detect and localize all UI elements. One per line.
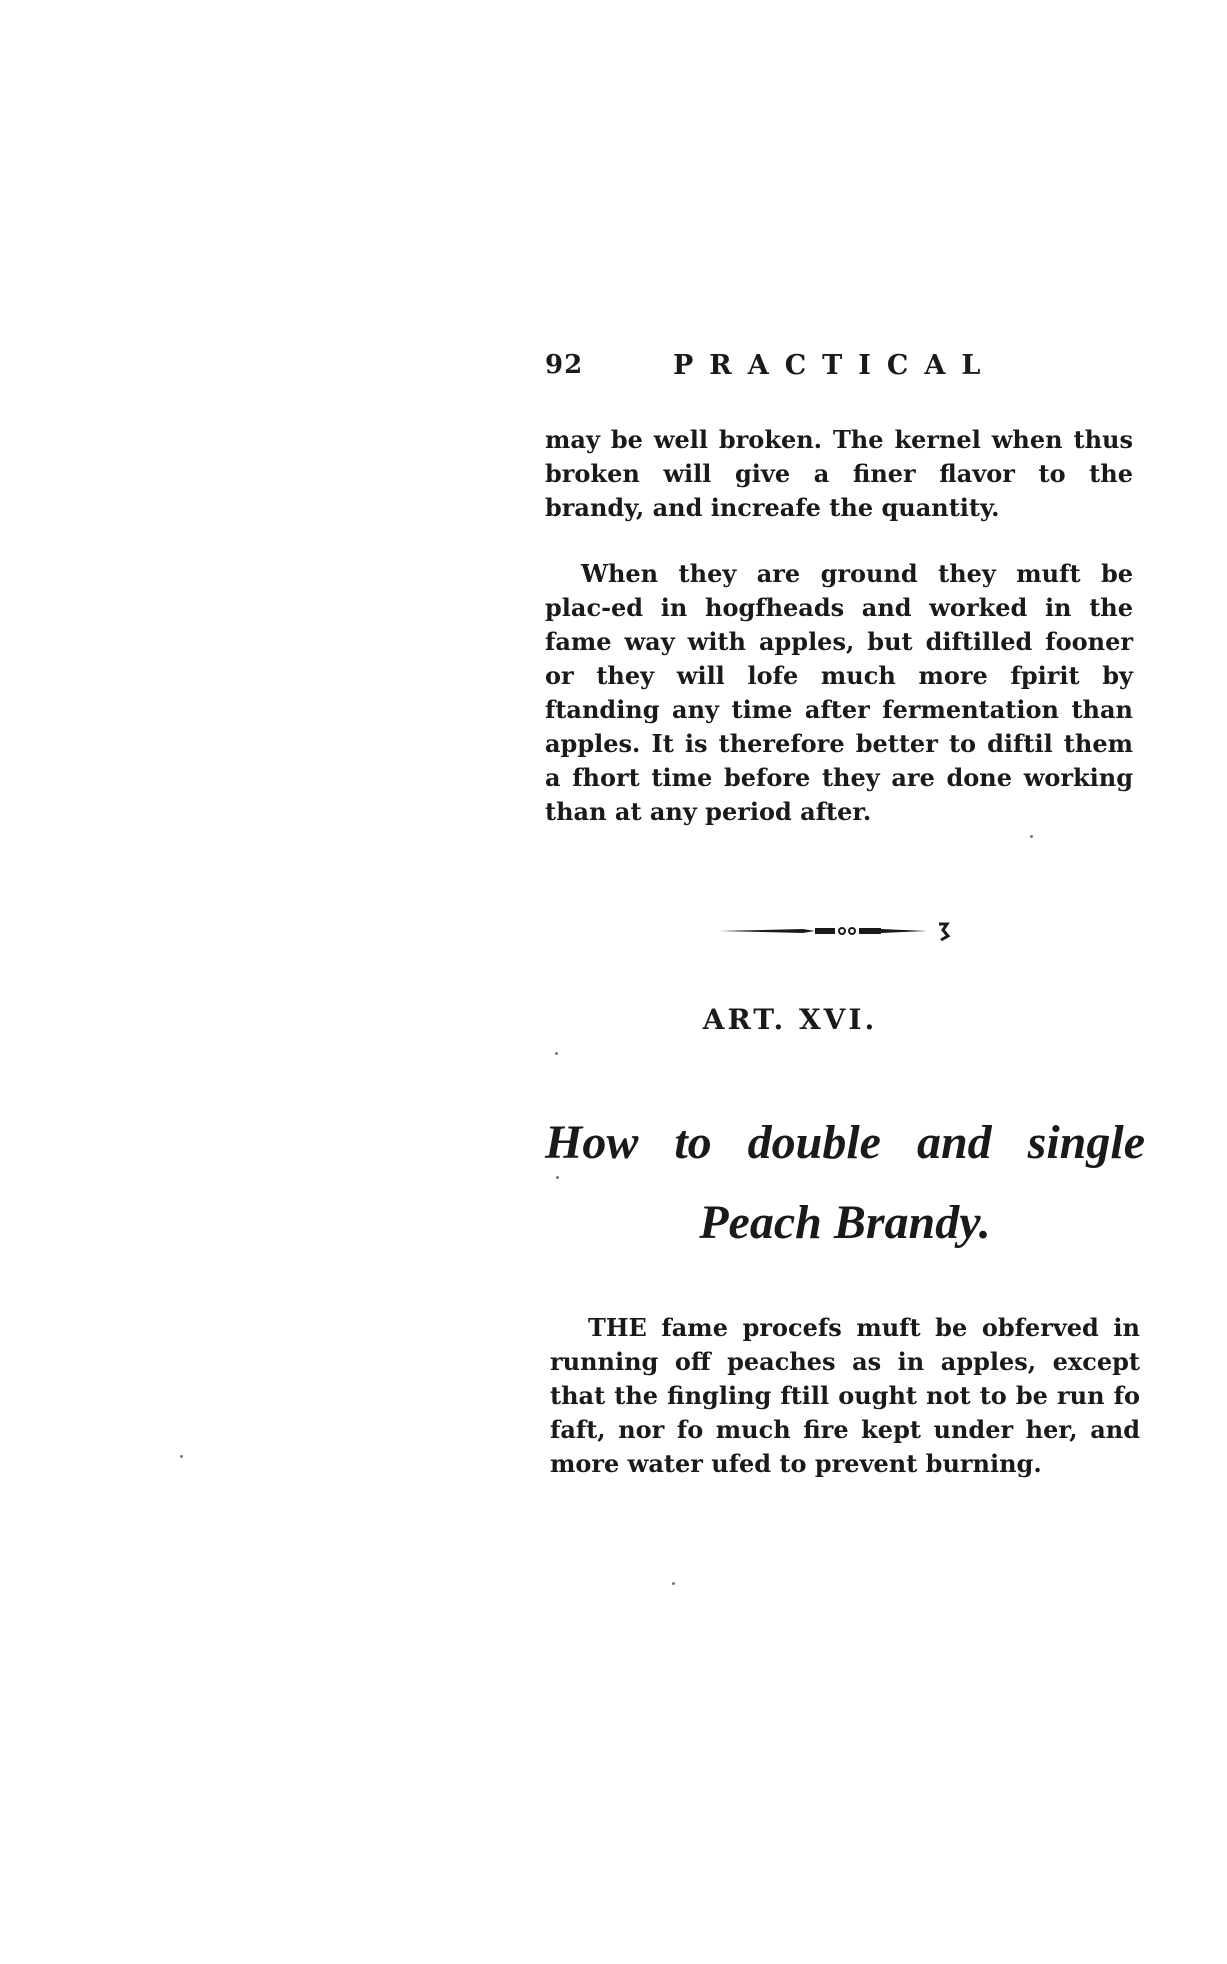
- paragraph-grinding: When they are ground they muft be plac-ed in hogfheads and worked in the fame way with apples, but diftilled fooner or they will lofe much more fpirit by ftanding any time after fermentation than apples. It is therefore better to diftil them a fhort time before they are done working than at any period after.: [545, 559, 1133, 826]
- running-title: PRACTICAL: [673, 350, 997, 381]
- article-title-line-2: Peach Brandy.: [699, 1196, 991, 1249]
- paragraph-continuation: may be well broken. The kernel when thus broken will give a finer flavor to the brandy, and increafe the quantity.: [545, 425, 1133, 522]
- ornament-divider-icon: [715, 916, 955, 946]
- article-title: [545, 1103, 1145, 1263]
- running-head: [545, 350, 1015, 390]
- paragraph-process: THE fame procefs muft be obferved in running off peaches as in apples, except that the fingling ftill ought not to be run fo faft, nor fo much fire kept under her, and more water ufed to prevent burning.: [550, 1313, 1140, 1478]
- print-speck: [555, 1052, 558, 1055]
- print-speck: [672, 1582, 675, 1585]
- article-title-line-1: How to double and single: [545, 1116, 1145, 1169]
- article-heading: ART. XVI.: [702, 1003, 878, 1036]
- print-speck: [1030, 835, 1033, 838]
- print-speck: [556, 1176, 559, 1179]
- page-number: 92: [545, 350, 584, 380]
- print-speck: [180, 1455, 183, 1458]
